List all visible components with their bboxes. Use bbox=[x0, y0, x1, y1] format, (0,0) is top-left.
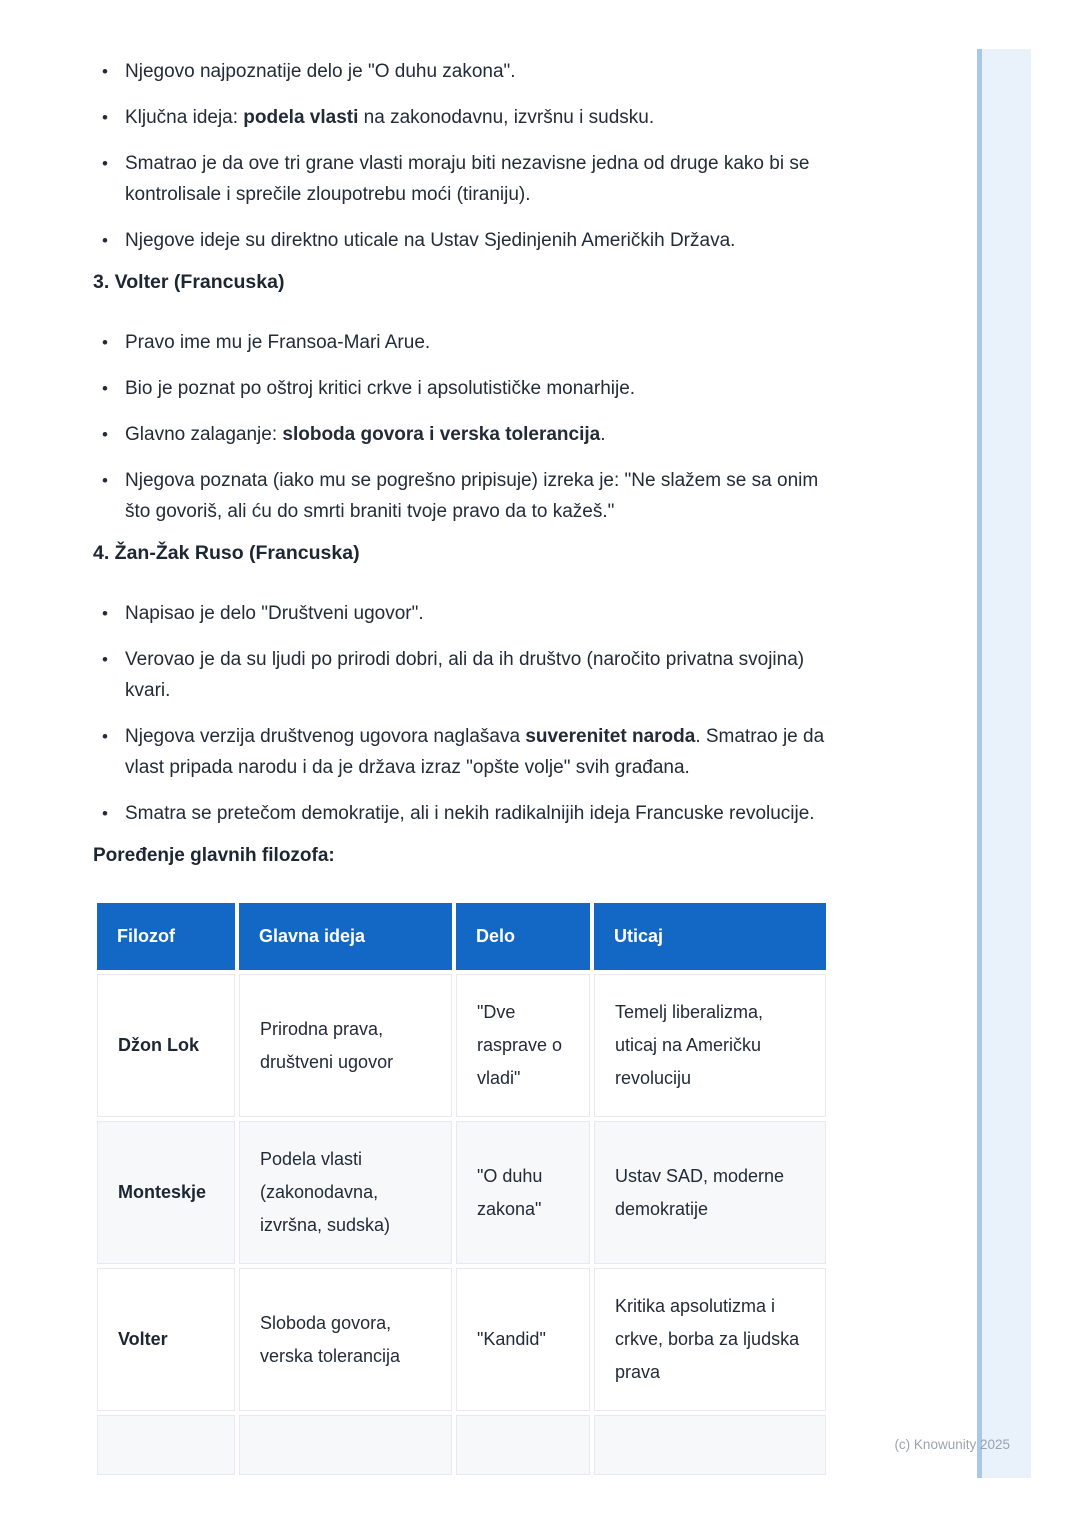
bullet-text: Ključna ideja: podela vlasti na zakonodavnu, izvršnu i sudsku. bbox=[125, 107, 655, 128]
bullet-marker: • bbox=[102, 231, 108, 250]
cell-main-idea: Sloboda govora, verska tolerancija bbox=[239, 1268, 452, 1411]
bullet-text: Glavno zalaganje: sloboda govora i verska tolerancija. bbox=[125, 424, 606, 445]
copyright-note: (c) Knowunity 2025 bbox=[894, 1437, 1010, 1452]
bullet-marker: • bbox=[102, 108, 108, 127]
cell-philosopher: Monteskje bbox=[97, 1121, 235, 1264]
bullet-text: Njegova poznata (iako mu se pogrešno pripisuje) izreka je: "Ne slažem se sa onim što govoriš, ali ću do smrti braniti tvoje pravo da to kažeš." bbox=[125, 470, 819, 522]
table-row bbox=[97, 974, 826, 1117]
bullet-item bbox=[93, 373, 826, 404]
cell-philosopher: Džon Lok bbox=[97, 974, 235, 1117]
bullet-marker: • bbox=[102, 379, 108, 398]
cell-main-idea: Podela vlasti (zakonodavna, izvršna, sudska) bbox=[239, 1121, 452, 1264]
cell-main-idea: Prirodna prava, društveni ugovor bbox=[239, 974, 452, 1117]
bullet-text: Smatra se pretečom demokratije, ali i nekih radikalnijih ideja Francuske revolucije. bbox=[125, 803, 815, 824]
bullet-marker: • bbox=[102, 604, 108, 623]
cell-influence: Ustav SAD, moderne demokratije bbox=[594, 1121, 826, 1264]
cell-empty bbox=[594, 1415, 826, 1475]
cell-influence: Kritika apsolutizma i crkve, borba za ljudska prava bbox=[594, 1268, 826, 1411]
bullet-list-montesquieu bbox=[93, 56, 826, 256]
bullet-text: Napisao je delo "Društveni ugovor". bbox=[125, 603, 424, 624]
bullet-text: Verovao je da su ljudi po prirodi dobri, ali da ih društvo (naročito privatna svojina) kvari. bbox=[125, 649, 805, 701]
document-content bbox=[93, 56, 826, 1479]
cell-work: "Dve rasprave o vladi" bbox=[456, 974, 590, 1117]
section-heading-ruso: 4. Žan-Žak Ruso (Francuska) bbox=[93, 542, 360, 564]
cell-influence: Temelj liberalizma, uticaj na Američku revoluciju bbox=[594, 974, 826, 1117]
bullet-item bbox=[93, 721, 826, 783]
column-header-filozof: Filozof bbox=[97, 903, 235, 970]
bullet-marker: • bbox=[102, 425, 108, 444]
bullet-item bbox=[93, 798, 826, 829]
column-header-glavna-ideja: Glavna ideja bbox=[239, 903, 452, 970]
column-header-delo: Delo bbox=[456, 903, 590, 970]
comparison-heading: Poređenje glavnih filozofa: bbox=[93, 845, 335, 866]
cell-empty bbox=[456, 1415, 590, 1475]
cell-work: "Kandid" bbox=[456, 1268, 590, 1411]
bullet-marker: • bbox=[102, 650, 108, 669]
section-heading-volter: 3. Volter (Francuska) bbox=[93, 271, 285, 293]
bullet-item bbox=[93, 327, 826, 358]
bullet-item bbox=[93, 465, 826, 527]
bullet-item bbox=[93, 56, 826, 87]
table-row bbox=[97, 1121, 826, 1264]
cell-philosopher: Volter bbox=[97, 1268, 235, 1411]
bullet-marker: • bbox=[102, 62, 108, 81]
cell-empty bbox=[239, 1415, 452, 1475]
bullet-list-volter bbox=[93, 327, 826, 527]
cell-work: "O duhu zakona" bbox=[456, 1121, 590, 1264]
bullet-text: Njegova verzija društvenog ugovora naglašava suverenitet naroda. Smatrao je da vlast pripada narodu i da je država izraz "opšte volje" svih građana. bbox=[125, 726, 825, 778]
bullet-text: Njegovo najpoznatije delo je "O duhu zakona". bbox=[125, 61, 516, 82]
bullet-text: Njegove ideje su direktno uticale na Ustav Sjedinjenih Američkih Država. bbox=[125, 230, 736, 251]
bullet-marker: • bbox=[102, 804, 108, 823]
table-header-row bbox=[97, 903, 826, 970]
bullet-text: Smatrao je da ove tri grane vlasti moraju biti nezavisne jedna od druge kako bi se kontrolisale i sprečile zloupotrebu moći (tiraniju). bbox=[125, 153, 810, 205]
bullet-item bbox=[93, 148, 826, 210]
bullet-text: Pravo ime mu je Fransoa-Mari Arue. bbox=[125, 332, 431, 353]
bullet-marker: • bbox=[102, 727, 108, 746]
bullet-item bbox=[93, 225, 826, 256]
bullet-text: Bio je poznat po oštroj kritici crkve i apsolutističke monarhije. bbox=[125, 378, 636, 399]
bullet-list-ruso bbox=[93, 598, 826, 829]
bullet-item bbox=[93, 419, 826, 450]
cell-empty bbox=[97, 1415, 235, 1475]
bullet-marker: • bbox=[102, 154, 108, 173]
bullet-item bbox=[93, 598, 826, 629]
page-edge-stripe bbox=[977, 49, 1031, 1478]
bullet-item bbox=[93, 102, 826, 133]
table-row-partial bbox=[97, 1415, 826, 1475]
bullet-marker: • bbox=[102, 471, 108, 490]
column-header-uticaj: Uticaj bbox=[594, 903, 826, 970]
bullet-item bbox=[93, 644, 826, 706]
philosophers-comparison-table bbox=[93, 899, 830, 1479]
bullet-marker: • bbox=[102, 333, 108, 352]
table-row bbox=[97, 1268, 826, 1411]
